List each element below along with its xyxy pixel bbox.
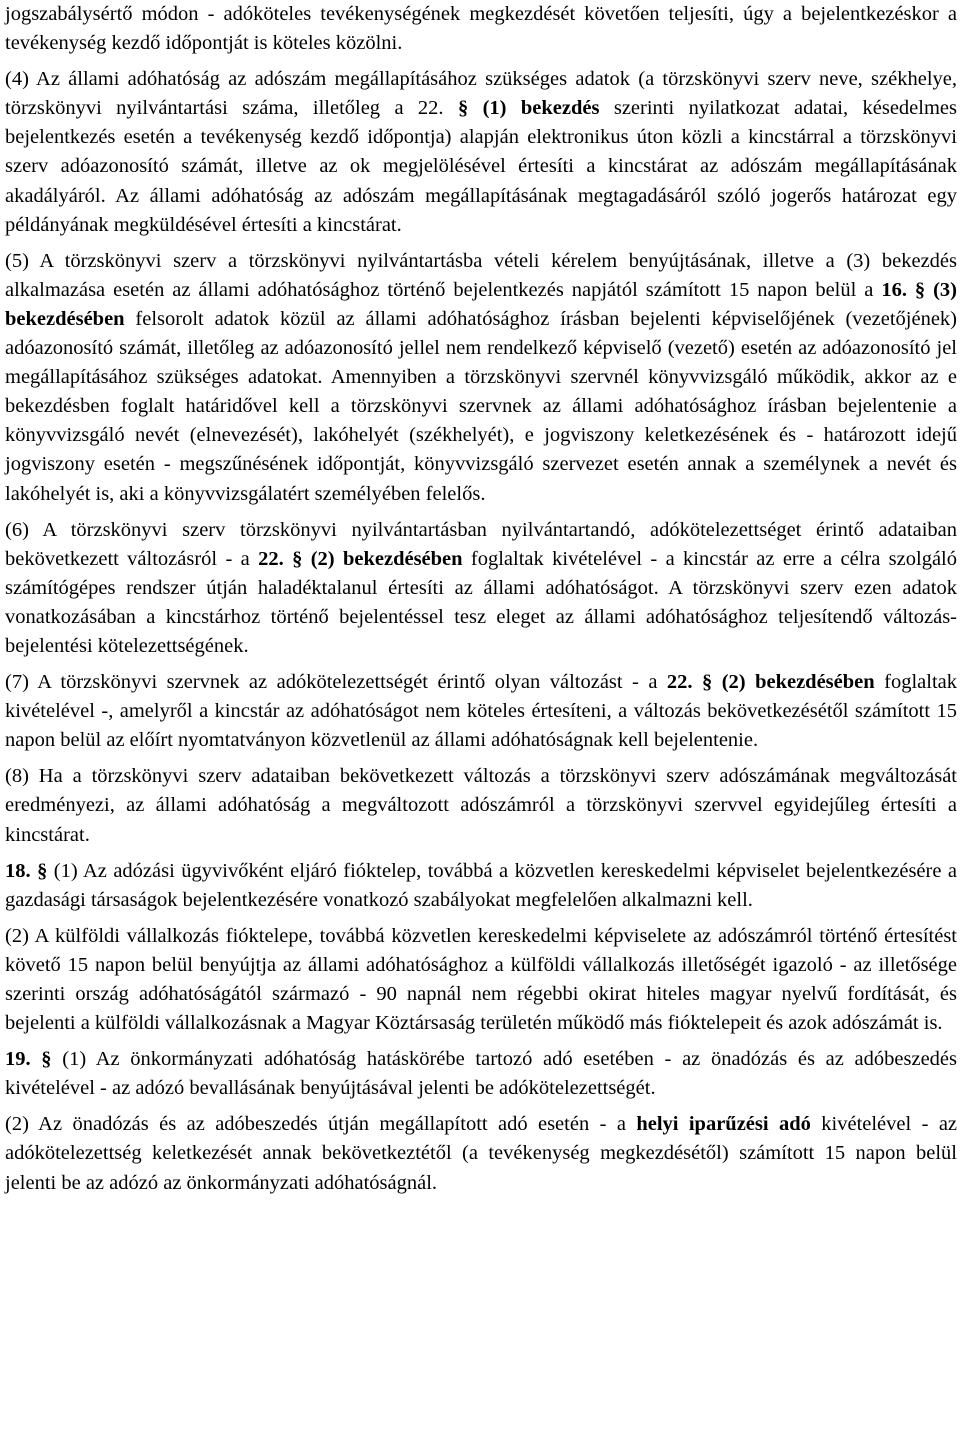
paragraph bbox=[5, 0, 957, 58]
paragraph-text: (7) A törzskönyvi szervnek az adókötelezettségét érintő olyan változást - a bbox=[5, 671, 667, 694]
paragraph-text: (2) A külföldi vállalkozás fióktelepe, továbbá közvetlen kereskedelmi képviselete az adószámról történő értesítést követő 15 napon belül benyújtja az állami adóhatósághoz a külföldi vállalkozás illetőségét igazoló - az illetősége szerinti ország adóhatóságától származó - 90 napnál nem régebbi okirat hiteles magyar nyelvű fordítását, és bejelenti a külföldi vállalkozásnak a Magyar Köztársaság területén működő más fióktelepeit és azok adószámát is. bbox=[5, 924, 957, 1035]
paragraph bbox=[5, 1110, 957, 1197]
paragraph bbox=[5, 1045, 957, 1103]
paragraph-text: (4) Az állami adóhatóság az adószám megállapításához szükséges adatok (a törzskönyvi szerv neve, székhelye, törzskönyvi nyilvántartási száma, illetőleg a 22. bbox=[5, 68, 957, 120]
paragraph bbox=[5, 516, 957, 661]
tax-name-highlight: helyi iparűzési adó bbox=[636, 1113, 811, 1136]
paragraph-text: jogszabálysértő módon - adóköteles tevékenységének megkezdését követően teljesíti, úgy a bejelentkezéskor a tevékenység kezdő időpontját is köteles közölni. bbox=[5, 3, 957, 55]
section-reference: 16. § (3) bekezdésében bbox=[5, 278, 957, 330]
paragraph-text: foglaltak kivételével -, amelyről a kincstár az adóhatóságot nem köteles értesíteni, a változás bekövetkezésétől számított 15 napon belül az előírt nyomtatványon közvetlenül az állami adóhatóságnak kell bejelentenie. bbox=[5, 671, 957, 752]
paragraph-text: (8) Ha a törzskönyvi szerv adataiban bekövetkezett változás a törzskönyvi szerv adószámának megváltozását eredményezi, az állami adóhatóság a megváltozott adószámról a törzskönyvi szervvel egyidejűleg értesíti a kincstárat. bbox=[5, 765, 957, 846]
section-reference: 22. § (2) bekezdésében bbox=[258, 547, 463, 570]
paragraph bbox=[5, 65, 957, 240]
paragraph-text: foglaltak kivételével - a kincstár az erre a célra szolgáló számítógépes rendszer útján haladéktalanul értesíti az állami adóhatóságot. A törzskönyvi szerv ezen adatok vonatkozásában a kincstárhoz történő bejelentéssel tesz eleget az állami adóhatósághoz teljesítendő változás-bejelentési kötelezettségének. bbox=[5, 547, 957, 657]
paragraph bbox=[5, 668, 957, 755]
paragraph-text: (5) A törzskönyvi szerv a törzskönyvi nyilvántartásba vételi kérelem benyújtásának, illetve a (3) bekezdés alkalmazása esetén az állami adóhatósághoz történő bejelentkezés napjától számított 15 napon belül a bbox=[5, 249, 957, 301]
section-heading: 19. § bbox=[5, 1048, 63, 1071]
paragraph-text: kivételével - az adókötelezettség keletkezését annak bekövetkeztétől (a tevékenység megkezdésétől) számított 15 napon belül jelenti be az adózó az önkormányzati adóhatóságnál. bbox=[5, 1113, 958, 1194]
section-heading: 18. § bbox=[5, 859, 54, 882]
paragraph bbox=[5, 247, 957, 509]
section-reference: 22. § (2) bekezdésében bbox=[666, 671, 875, 694]
paragraph bbox=[5, 922, 957, 1038]
paragraph-text: felsorolt adatok közül az állami adóhatósághoz írásban bejelenti képviselőjének (vezetőjének) adóazonosító számát, illetőleg az adóazonosító jellel nem rendelkező képviselő (vezető) esetén az adóazonosító jel megállapításához szükséges adatokat. Amennyiben a törzskönyvi szervnél könyvvizsgáló működik, akkor az e bekezdésben foglalt határidővel kell a törzskönyvi szervnek az állami adóhatósághoz írásban bejelentenie a könyvvizsgáló nevét (elnevezését), lakóhelyét (székhelyét), e jogviszony keletkezésének és - határozott idejű jogviszony esetén - megszűnésének időpontját, könyvvizsgáló szervezet esetén annak a személynek a nevét és lakóhelyét is, aki a könyvvizsgálatért személyében felelős. bbox=[5, 307, 957, 505]
paragraph-text: szerinti nyilatkozat adatai, késedelmes bejelentkezés esetén a tevékenység kezdő időpontja) alapján elektronikus úton közli a kincstárral a törzskönyvi szerv adóazonosító számát, illetve az ok megjelölésével értesíti a kincstárat az adószám megállapításának akadályáról. Az állami adóhatóság az adószám megállapításának megtagadásáról szóló jogerős határozat egy példányának megküldésével értesíti a kincstárat. bbox=[5, 97, 957, 236]
paragraph bbox=[5, 762, 957, 849]
paragraph-text: (1) Az adózási ügyvivőként eljáró fióktelep, továbbá a közvetlen kereskedelmi képviselet bejelentkezésére a gazdasági társaságok bejelentkezésére vonatkozó szabályokat megfelelően alkalmazni kell. bbox=[5, 859, 957, 911]
paragraph-text: (1) Az önkormányzati adóhatóság hatáskörébe tartozó adó esetében - az önadózás és az adóbeszedés kivételével - az adózó bevallásának benyújtásával jelenti be adókötelezettségét. bbox=[5, 1048, 958, 1100]
paragraph-text: (2) Az önadózás és az adóbeszedés útján megállapított adó esetén - a bbox=[5, 1113, 637, 1136]
paragraph bbox=[5, 857, 957, 915]
paragraph-text: (6) A törzskönyvi szerv törzskönyvi nyilvántartásban nyilvántartandó, adókötelezettséget érintő adataiban bekövetkezett változásról - a bbox=[5, 518, 957, 570]
section-reference: § (1) bekezdés bbox=[457, 97, 600, 120]
